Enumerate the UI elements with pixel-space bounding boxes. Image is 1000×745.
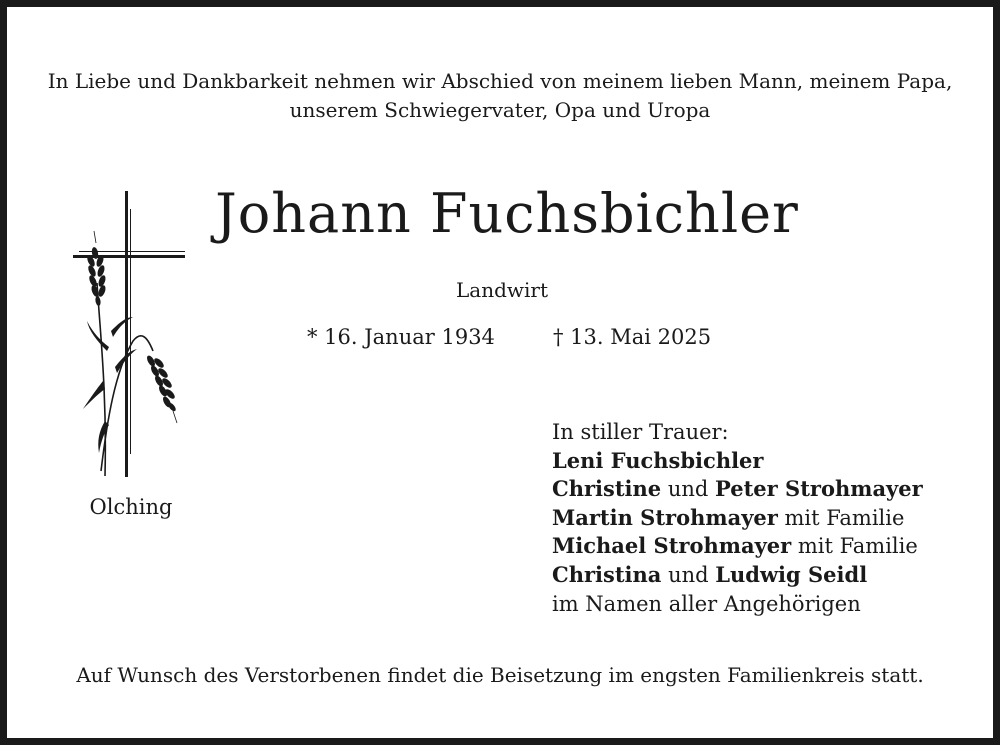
cross-with-wheat-icon — [67, 191, 193, 483]
death-date: † 13. Mai 2025 — [553, 325, 712, 349]
suffix-text: mit Familie — [777, 505, 905, 530]
mourners-heading: In stiller Trauer: — [552, 420, 729, 444]
mourner-name: Leni Fuchsbichler — [552, 447, 764, 473]
mourner-line-1 — [552, 447, 923, 476]
connector-text: und — [661, 477, 715, 502]
mourner-line-4 — [552, 532, 923, 561]
mourner-line-2 — [552, 475, 923, 504]
connector-text: und — [661, 562, 716, 587]
intro-line-2: unserem Schwiegervater, Opa und Uropa — [289, 98, 711, 122]
suffix-text: mit Familie — [791, 534, 918, 559]
profession: Landwirt — [455, 278, 548, 302]
mourner-name: Ludwig Seidl — [715, 561, 868, 587]
mourner-name: Christina — [552, 561, 662, 587]
place-of-residence: Olching — [89, 495, 173, 519]
mourners-list — [552, 418, 923, 618]
footer-note: Auf Wunsch des Verstorbenen findet die Beisetzung im engsten Familienkreis statt. — [76, 663, 924, 687]
intro-line-1: In Liebe und Dankbarkeit nehmen wir Abschied von meinem lieben Mann, meinem Papa, — [47, 69, 953, 93]
intro-text — [27, 67, 973, 125]
mourner-line-5 — [552, 561, 923, 590]
birth-date: * 16. Januar 1934 — [307, 325, 495, 349]
mourner-line-3 — [552, 504, 923, 533]
mourner-name: Peter Strohmayer — [715, 476, 923, 502]
mourners-closing: im Namen aller Angehörigen — [552, 591, 861, 616]
mourner-name: Michael Strohmayer — [552, 533, 792, 559]
deceased-name: Johann Fuchsbichler — [215, 182, 799, 245]
mourner-name: Christine — [552, 476, 662, 502]
mourner-name: Martin Strohmayer — [552, 504, 778, 530]
